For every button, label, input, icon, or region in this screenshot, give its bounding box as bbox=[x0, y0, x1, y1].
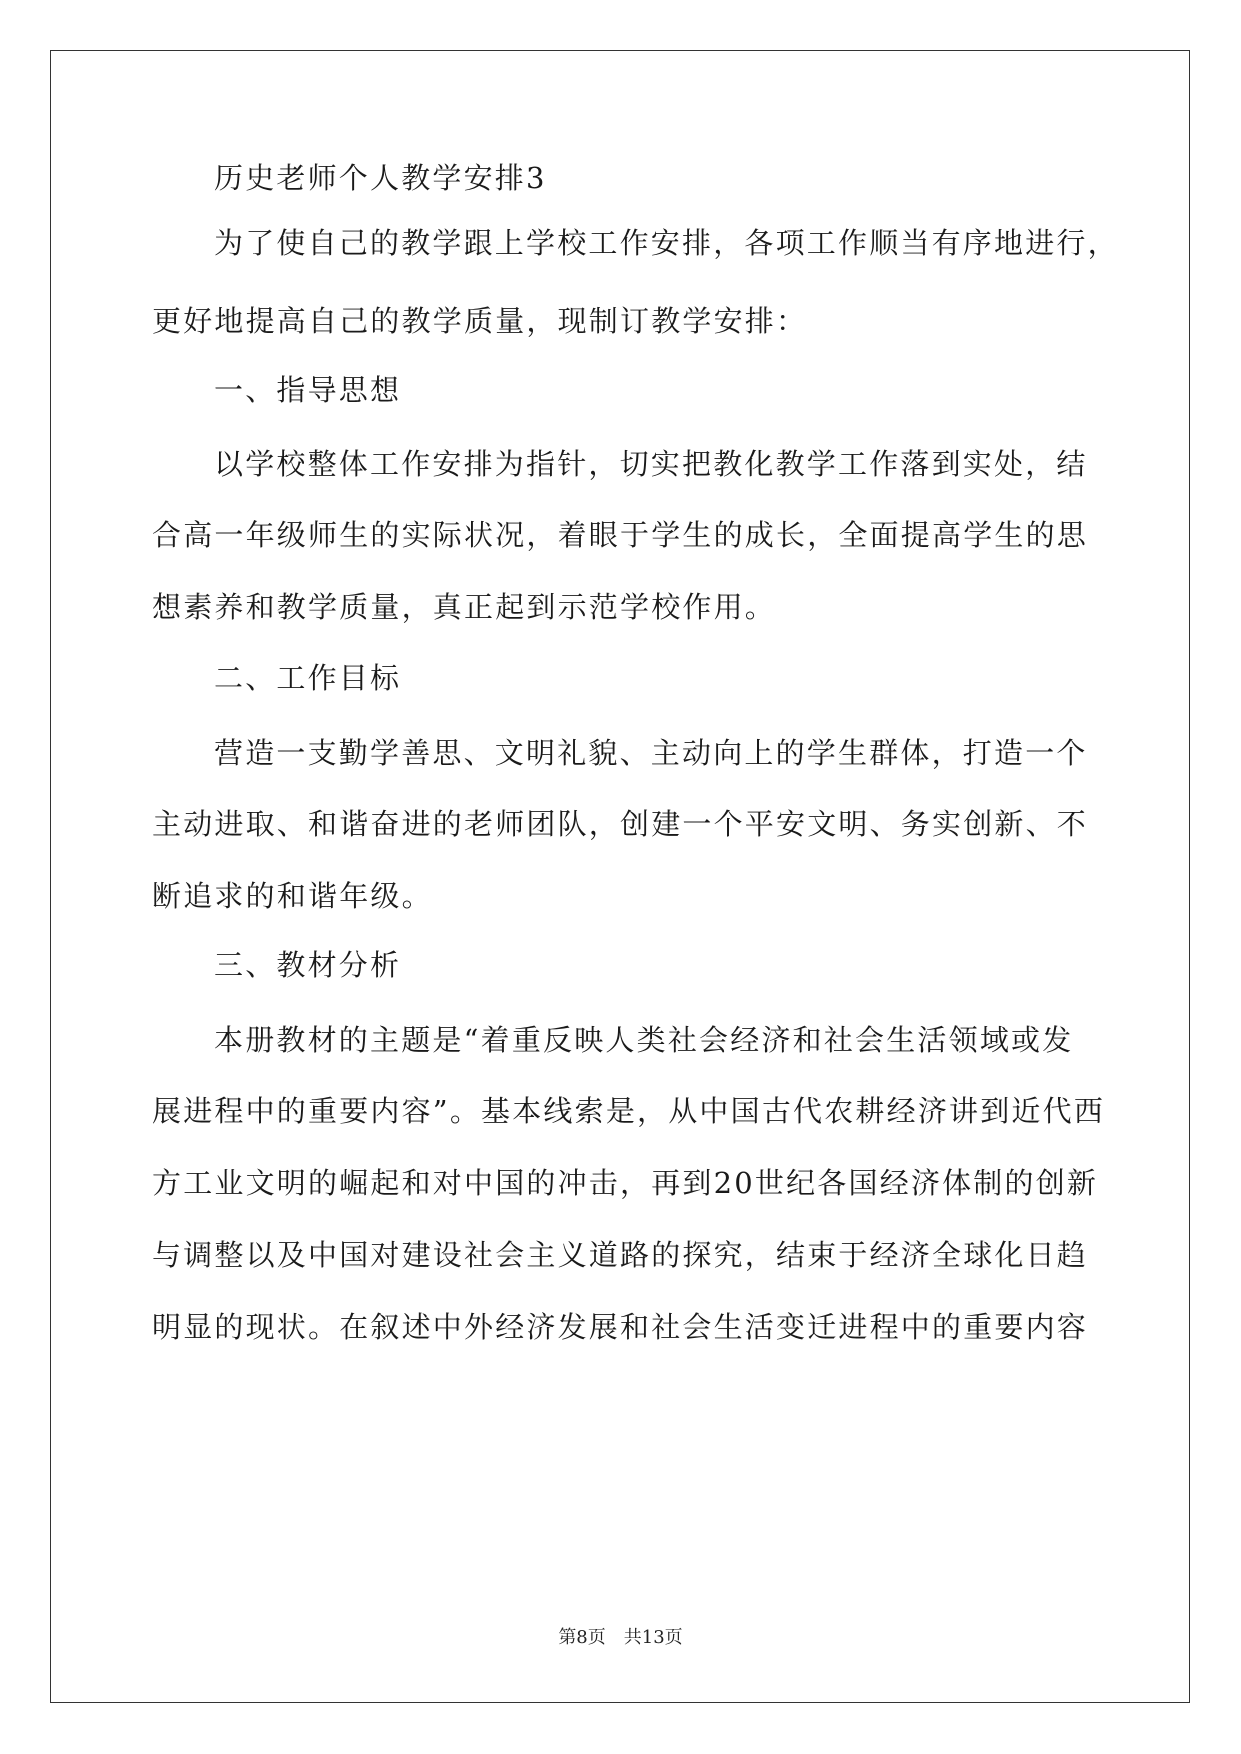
paragraph-line: 营造一支勤学善思、文明礼貌、主动向上的学生群体，打造一个 bbox=[214, 736, 1088, 770]
paragraph-line: 方工业文明的崛起和对中国的冲击，再到20世纪各国经济体制的创新 bbox=[152, 1166, 1099, 1200]
page-number-total: 共13页 bbox=[623, 1627, 683, 1648]
document-title: 历史老师个人教学安排3 bbox=[214, 161, 547, 195]
section-heading: 二、工作目标 bbox=[214, 661, 402, 695]
paragraph-line: 展进程中的重要内容”。基本线索是，从中国古代农耕经济讲到近代西 bbox=[152, 1094, 1106, 1128]
paragraph-line: 以学校整体工作安排为指针，切实把教化教学工作落到实处，结 bbox=[214, 447, 1088, 481]
paragraph-line: 断追求的和谐年级。 bbox=[152, 879, 433, 913]
paragraph-line: 想素养和教学质量，真正起到示范学校作用。 bbox=[152, 590, 777, 624]
section-heading: 一、指导思想 bbox=[214, 373, 402, 407]
paragraph-line: 主动进取、和谐奋进的老师团队，创建一个平安文明、务实创新、不 bbox=[152, 807, 1089, 841]
paragraph-line: 明显的现状。在叙述中外经济发展和社会生活变迁进程中的重要内容 bbox=[152, 1310, 1089, 1344]
paragraph-line: 为了使自己的教学跟上学校工作安排，各项工作顺当有序地进行， bbox=[214, 226, 1119, 260]
paragraph-line: 本册教材的主题是“着重反映人类社会经济和社会生活领域或发 bbox=[214, 1023, 1074, 1057]
paragraph-line: 与调整以及中国对建设社会主义道路的探究，结束于经济全球化日趋 bbox=[152, 1238, 1089, 1272]
page-number-current: 第8页 bbox=[558, 1627, 606, 1648]
page-footer bbox=[0, 1626, 1241, 1650]
paragraph-line: 合高一年级师生的实际状况，着眼于学生的成长，全面提高学生的思 bbox=[152, 518, 1089, 552]
section-heading: 三、教材分析 bbox=[214, 948, 402, 982]
paragraph-line: 更好地提高自己的教学质量，现制订教学安排： bbox=[152, 304, 808, 338]
